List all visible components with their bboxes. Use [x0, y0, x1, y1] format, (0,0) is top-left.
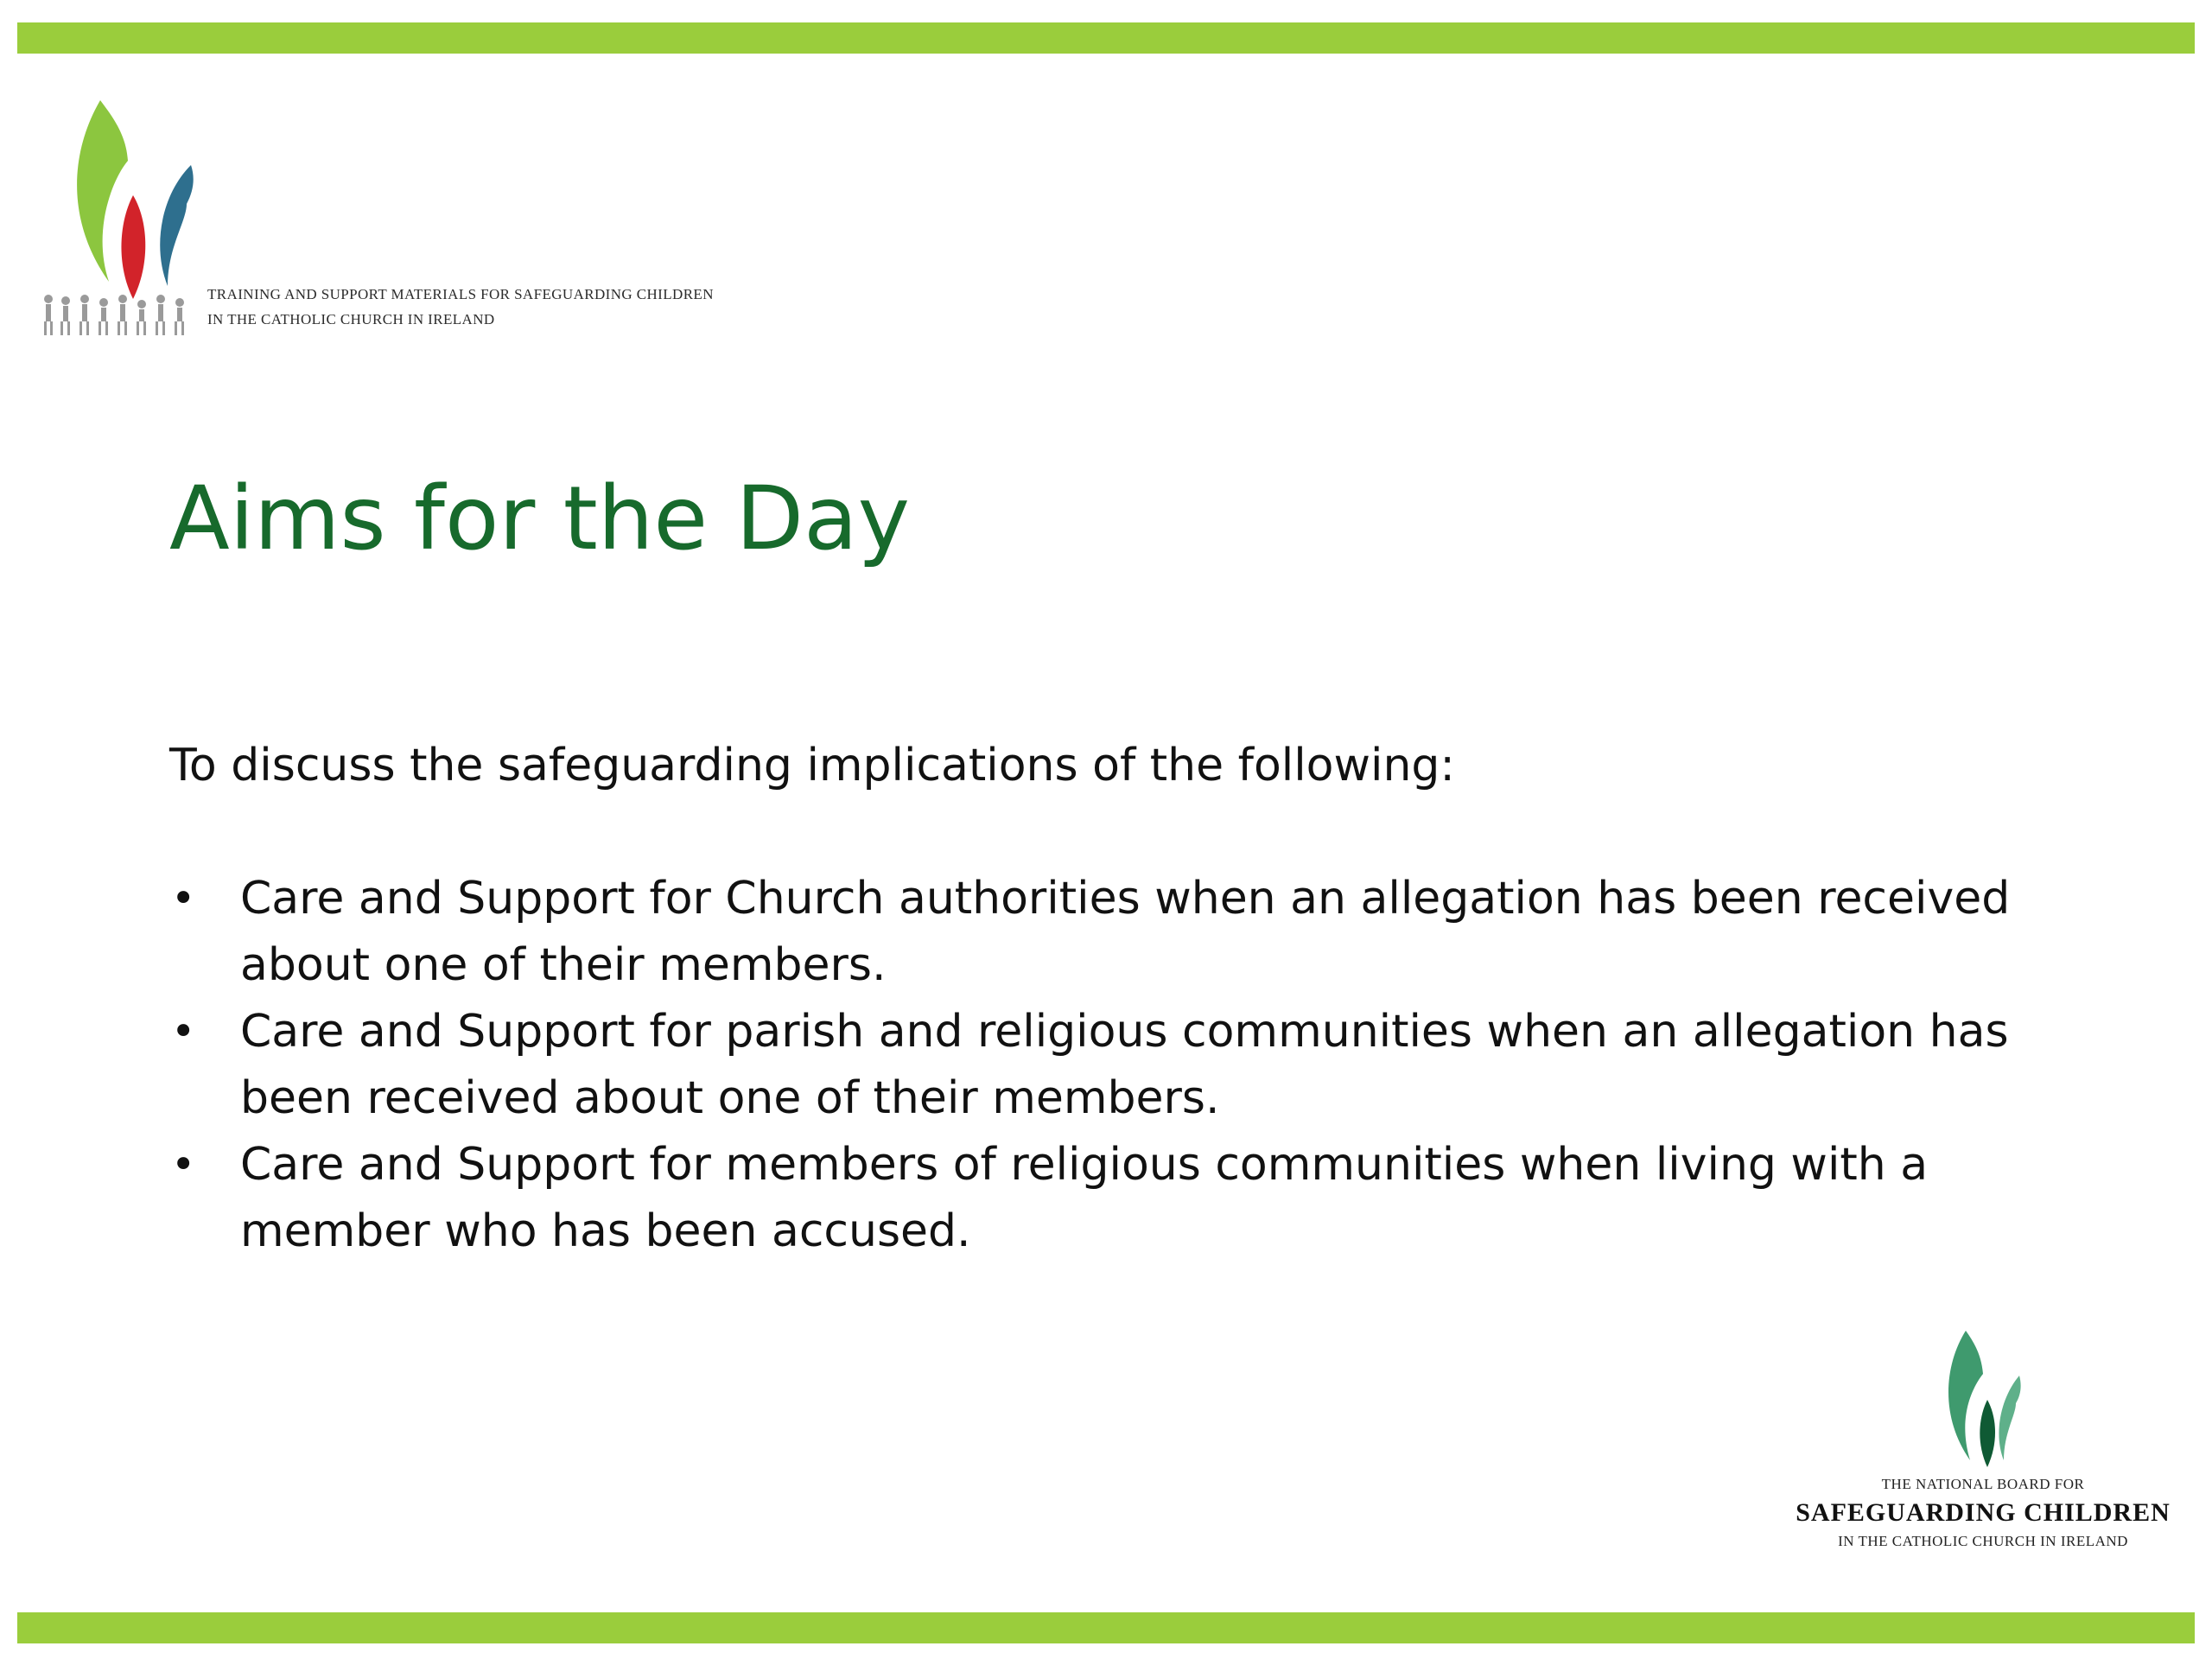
bullet-text-line: about one of their members.: [240, 939, 887, 991]
bullet-icon: •: [171, 874, 196, 923]
footer-logo-sub-line: IN THE CATHOLIC CHURCH IN IRELAND: [1838, 1533, 2128, 1549]
bullet-text-line: Care and Support for Church authorities when an allegation has been received: [240, 873, 2011, 925]
bullet-text-line: Care and Support for members of religious communities when living with a: [240, 1139, 1929, 1191]
children-silhouettes-icon: [40, 292, 195, 337]
footer-logo-name: SAFEGUARDING CHILDREN: [1796, 1498, 2171, 1527]
slide-body: [169, 733, 2070, 1265]
header-logo-line2: IN THE CATHOLIC CHURCH IN IRELAND: [207, 311, 495, 327]
slide-title: Aims for the Day: [169, 467, 910, 570]
list-item: [169, 866, 2072, 999]
green-flame-logo-icon: [1940, 1331, 2026, 1469]
flame-logo-icon: [66, 100, 204, 299]
list-item: [169, 999, 2072, 1132]
list-item: [169, 1132, 2072, 1265]
bullet-list: [169, 866, 2070, 1265]
header-logo-tagline: [207, 282, 714, 332]
bullet-text-line: Care and Support for parish and religious communities when an allegation has: [240, 1006, 2009, 1058]
header-logo-line1: TRAINING AND SUPPORT MATERIALS FOR SAFEGUARDING CHILDREN: [207, 286, 714, 302]
bottom-accent-bar: [17, 1612, 2195, 1643]
footer-logo-small-line: THE NATIONAL BOARD FOR: [1881, 1476, 2085, 1492]
bullet-text-line: member who has been accused.: [240, 1205, 971, 1257]
bullet-icon: •: [171, 1007, 196, 1056]
slide-intro: To discuss the safeguarding implications of the following:: [169, 740, 1455, 791]
footer-logo: [1780, 1331, 2186, 1564]
header-logo: [40, 100, 748, 342]
bullet-icon: •: [171, 1141, 196, 1189]
top-accent-bar: [17, 22, 2195, 54]
bullet-text-line: been received about one of their members.: [240, 1072, 1220, 1124]
